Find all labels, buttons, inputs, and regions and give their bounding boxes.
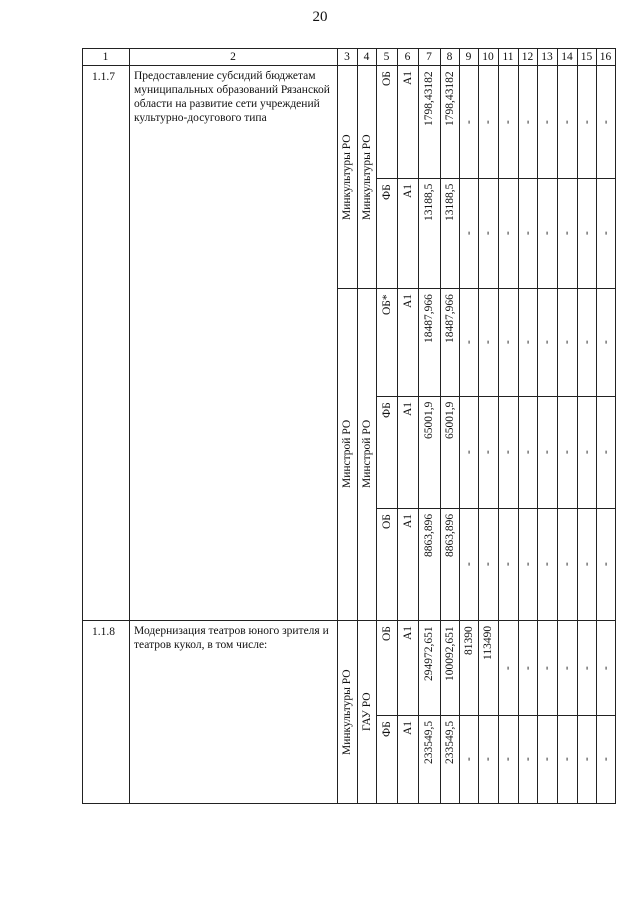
- group-border: [337, 288, 616, 289]
- row-number-1-1-7: 1.1.7: [92, 71, 115, 83]
- row118-fb-value-col11: -: [502, 757, 514, 761]
- row117-b-obstar-value-col10: -: [482, 340, 494, 344]
- row117-a-ob-value-col10: -: [482, 119, 494, 124]
- row117-b-fb-value-col13: -: [541, 450, 553, 454]
- row117-a-fb-value-col10: -: [482, 231, 494, 235]
- row-number-1-1-8: 1.1.8: [92, 626, 115, 638]
- row117-a-fb-value-col11: -: [502, 231, 514, 235]
- table-border-vertical: [397, 48, 398, 804]
- row117-b-fb-code: А1: [401, 401, 414, 416]
- responsible-col4-row118: ГАУ РО: [360, 692, 373, 731]
- row117-b-obstar-fund-source: ОБ*: [380, 294, 393, 315]
- row117-a-fb-value-col14: -: [561, 231, 573, 235]
- row117-a-ob-value-col7: 1798,43182: [423, 71, 435, 126]
- row118-fb-value-col10: -: [482, 757, 494, 761]
- table-border-horizontal: [82, 65, 616, 66]
- row118-ob-value-col10: 113490: [482, 625, 494, 660]
- row-description-1-1-8: Модернизация театров юного зрителя и театров кукол, в том числе:: [134, 625, 329, 651]
- row117-a-ob-value-col13: -: [541, 119, 553, 124]
- row117-b-fb-value-col9: -: [462, 450, 475, 454]
- table-border-vertical: [82, 48, 83, 804]
- header-col-12: 12: [521, 50, 534, 63]
- row117-a-ob-value-col9: -: [462, 119, 475, 124]
- responsible-col3-minstroy: Минстрой РО: [341, 419, 353, 488]
- row118-fb-value-col9: -: [462, 757, 475, 761]
- header-col-15: 15: [580, 50, 593, 63]
- row117-a-fb-value-col15: -: [580, 231, 593, 235]
- row117-a-ob-code: А1: [401, 70, 414, 85]
- row117-b-obstar-value-col7: 18487,966: [423, 294, 435, 343]
- table-border-vertical: [498, 48, 499, 804]
- row118-ob-value-col15: -: [580, 665, 593, 670]
- row117-a-fb-code: А1: [401, 183, 414, 198]
- row117-b-obstar-value-col14: -: [561, 340, 573, 344]
- responsible-col4-minstroy: Минстрой РО: [360, 419, 373, 488]
- row-description-1-1-7: Предоставление субсидий бюджетам муниципальных образований Рязанской области на развитие сети учреждений культурно-досугового типа: [134, 70, 330, 124]
- row118-ob-fund-source: ОБ: [380, 626, 393, 641]
- row117-a-ob-value-col8: 1798,43182: [443, 71, 456, 126]
- row117-b-obstar-value-col16: -: [599, 340, 612, 344]
- table-border-horizontal: [82, 803, 616, 804]
- row117-b-ob-value-col13: -: [541, 562, 553, 566]
- row117-a-fb-value-col13: -: [541, 231, 553, 235]
- row118-ob-code: А1: [401, 625, 414, 640]
- row117-b-obstar-code: А1: [401, 293, 414, 308]
- header-col-9: 9: [465, 50, 472, 63]
- row117-b-obstar-value-col11: -: [502, 340, 514, 344]
- row118-ob-value-col8: 100092,651: [443, 626, 456, 681]
- header-col-11: 11: [502, 50, 514, 63]
- row117-a-fb-value-col8: 13188,5: [443, 183, 456, 221]
- row117-b-ob-value-col10: -: [482, 562, 494, 566]
- header-col-7: 7: [426, 50, 432, 63]
- table-border-vertical: [440, 48, 441, 804]
- table-border-vertical: [478, 48, 479, 804]
- row117-a-fb-value-col12: -: [521, 231, 534, 235]
- header-col-4: 4: [363, 50, 370, 63]
- row117-b-ob-value-col8: 8863,896: [443, 513, 456, 557]
- table-border-vertical: [537, 48, 538, 804]
- row117-a-ob-value-col14: -: [561, 119, 573, 124]
- header-col-3: 3: [344, 50, 350, 63]
- row118-ob-value-col7: 294972,651: [423, 626, 435, 681]
- subrow-border: [376, 508, 616, 509]
- header-col-5: 5: [383, 50, 390, 63]
- row118-ob-value-col11: -: [502, 665, 514, 670]
- row117-b-fb-value-col12: -: [521, 450, 534, 454]
- row117-b-obstar-value-col8: 18487,966: [443, 294, 456, 343]
- subrow-border: [376, 396, 616, 397]
- row117-b-ob-value-col14: -: [561, 562, 573, 566]
- row117-b-ob-value-col7: 8863,896: [423, 513, 435, 557]
- row117-a-ob-value-col15: -: [580, 119, 593, 124]
- row117-a-fb-value-col9: -: [462, 231, 475, 235]
- header-col-16: 16: [599, 50, 612, 63]
- row117-b-ob-value-col15: -: [580, 562, 593, 566]
- row118-fb-value-col12: -: [521, 757, 534, 761]
- row117-b-fb-fund-source: ФБ: [380, 402, 393, 418]
- row117-b-ob-value-col9: -: [462, 562, 475, 566]
- row117-b-obstar-value-col13: -: [541, 340, 553, 344]
- row117-b-fb-value-col10: -: [482, 450, 494, 454]
- row117-b-obstar-value-col12: -: [521, 340, 534, 344]
- row118-ob-value-col12: -: [521, 665, 534, 670]
- table-border-vertical: [129, 48, 130, 804]
- row117-b-ob-value-col12: -: [521, 562, 534, 566]
- table-border-vertical: [596, 48, 597, 804]
- row117-a-fb-fund-source: ФБ: [380, 184, 393, 200]
- row118-ob-value-col14: -: [561, 665, 573, 670]
- row118-fb-value-col8: 233549,5: [443, 720, 456, 764]
- table-border-vertical: [557, 48, 558, 804]
- row118-fb-value-col13: -: [541, 757, 553, 761]
- row117-b-ob-value-col16: -: [599, 562, 612, 566]
- row117-a-ob-value-col16: -: [599, 119, 612, 124]
- page-number: 20: [312, 9, 328, 25]
- table-border-vertical: [357, 48, 358, 804]
- row117-b-obstar-value-col15: -: [580, 340, 593, 344]
- row117-b-fb-value-col14: -: [561, 450, 573, 454]
- subrow-border: [376, 715, 616, 716]
- table-border-horizontal: [82, 620, 616, 621]
- responsible-col4-minkult: Минкультуры РО: [360, 133, 373, 220]
- header-col-2: 2: [230, 50, 236, 63]
- header-col-14: 14: [561, 50, 573, 63]
- responsible-col3-minkult: Минкультуры РО: [341, 133, 353, 220]
- row117-b-ob-value-col11: -: [502, 562, 514, 566]
- table-border-vertical: [376, 48, 377, 804]
- row118-fb-code: А1: [401, 720, 414, 735]
- header-col-6: 6: [404, 50, 411, 63]
- table-border-vertical: [418, 48, 419, 804]
- header-col-13: 13: [541, 50, 553, 63]
- row117-b-fb-value-col8: 65001,9: [443, 401, 456, 439]
- table-border-vertical: [577, 48, 578, 804]
- row117-a-ob-value-col12: -: [521, 119, 534, 124]
- table-border-vertical: [459, 48, 460, 804]
- row118-fb-value-col15: -: [580, 757, 593, 761]
- row117-a-fb-value-col7: 13188,5: [423, 183, 435, 221]
- row117-a-fb-value-col16: -: [599, 231, 612, 235]
- row118-fb-fund-source: ФБ: [380, 721, 393, 737]
- row117-b-fb-value-col16: -: [599, 450, 612, 454]
- row118-fb-value-col7: 233549,5: [423, 720, 435, 764]
- row118-ob-value-col16: -: [599, 665, 612, 670]
- responsible-col3-row118: Минкультуры РО: [341, 668, 353, 755]
- header-col-10: 10: [482, 50, 494, 63]
- subrow-border: [376, 178, 616, 179]
- row118-ob-value-col9: 81390: [462, 626, 475, 655]
- row117-b-ob-fund-source: ОБ: [380, 514, 393, 529]
- header-col-1: 1: [102, 50, 109, 63]
- row118-fb-value-col16: -: [599, 757, 612, 761]
- table-border-vertical: [615, 48, 616, 804]
- row118-ob-value-col13: -: [541, 665, 553, 670]
- row117-a-ob-fund-source: ОБ: [380, 71, 393, 86]
- row117-b-obstar-value-col9: -: [462, 340, 475, 344]
- row117-b-fb-value-col15: -: [580, 450, 593, 454]
- row118-fb-value-col14: -: [561, 757, 573, 761]
- header-col-8: 8: [446, 50, 453, 63]
- table-border-vertical: [518, 48, 519, 804]
- row117-b-ob-code: А1: [401, 513, 414, 528]
- row117-b-fb-value-col7: 65001,9: [423, 401, 435, 439]
- row117-b-fb-value-col11: -: [502, 450, 514, 454]
- row117-a-ob-value-col11: -: [502, 119, 514, 124]
- table-border-vertical: [337, 48, 338, 804]
